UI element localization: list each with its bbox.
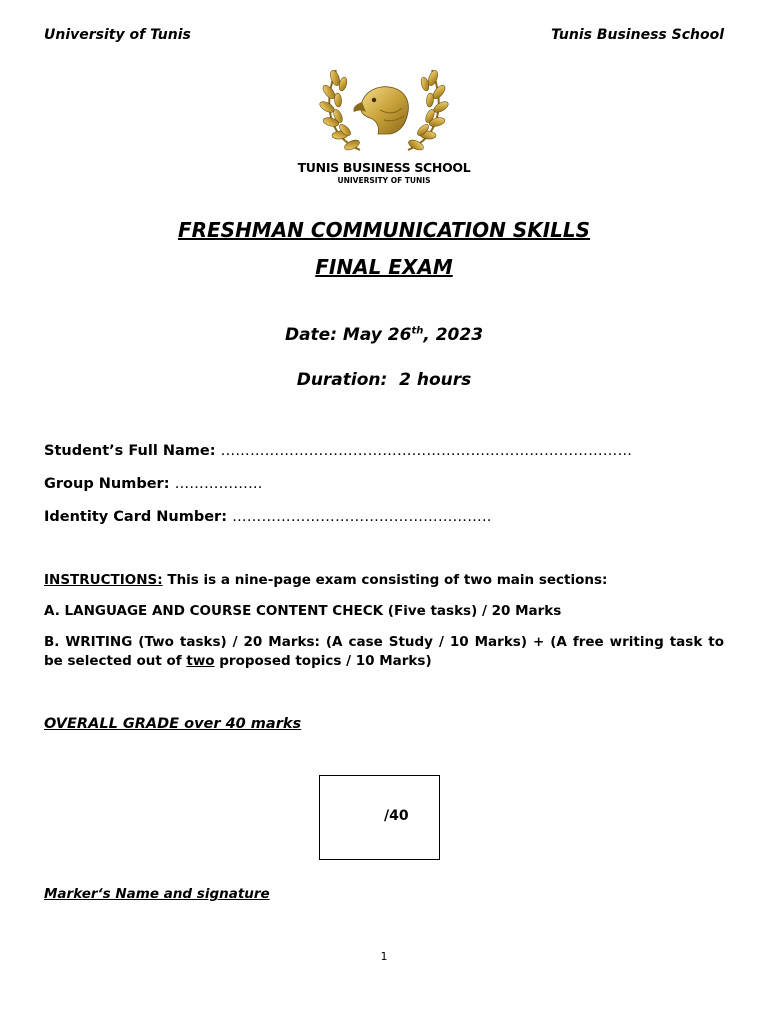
grade-box-total: /40 bbox=[384, 808, 409, 824]
logo-school-name: TUNIS BUSINESS SCHOOL bbox=[297, 160, 471, 175]
overall-grade-heading: OVERALL GRADE over 40 marks bbox=[44, 716, 302, 732]
instructions-section-a: A. LANGUAGE AND COURSE CONTENT CHECK (Five tasks) / 20 Marks bbox=[44, 603, 562, 619]
student-name-field[interactable]: Student’s Full Name: ………………………………………………………………………… bbox=[44, 443, 633, 459]
exam-course-title: FRESHMAN COMMUNICATION SKILLS bbox=[177, 218, 591, 242]
identity-card-field[interactable]: Identity Card Number: …………………………………………….. bbox=[44, 509, 492, 525]
group-number-field[interactable]: Group Number: ……………… bbox=[44, 476, 263, 492]
exam-duration: Duration: 2 hours bbox=[296, 370, 472, 390]
header-school: Tunis Business School bbox=[551, 27, 724, 43]
instructions-section-b: B. WRITING (Two tasks) / 20 Marks: (A case Study / 10 Marks) + (A free writing task to be selected out of two proposed topics / 10 Marks) bbox=[44, 634, 724, 669]
grade-box bbox=[319, 775, 440, 860]
instructions-intro: INSTRUCTIONS: This is a nine-page exam consisting of two main sections: bbox=[44, 572, 608, 588]
page-number: 1 bbox=[380, 950, 388, 963]
exam-date: Date: May 26th, 2023 bbox=[284, 325, 484, 345]
header-university: University of Tunis bbox=[44, 27, 191, 43]
exam-type-title: FINAL EXAM bbox=[315, 255, 453, 279]
marker-signature-label: Marker‘s Name and signature bbox=[44, 886, 270, 902]
logo-university-name: UNIVERSITY OF TUNIS bbox=[337, 176, 431, 185]
